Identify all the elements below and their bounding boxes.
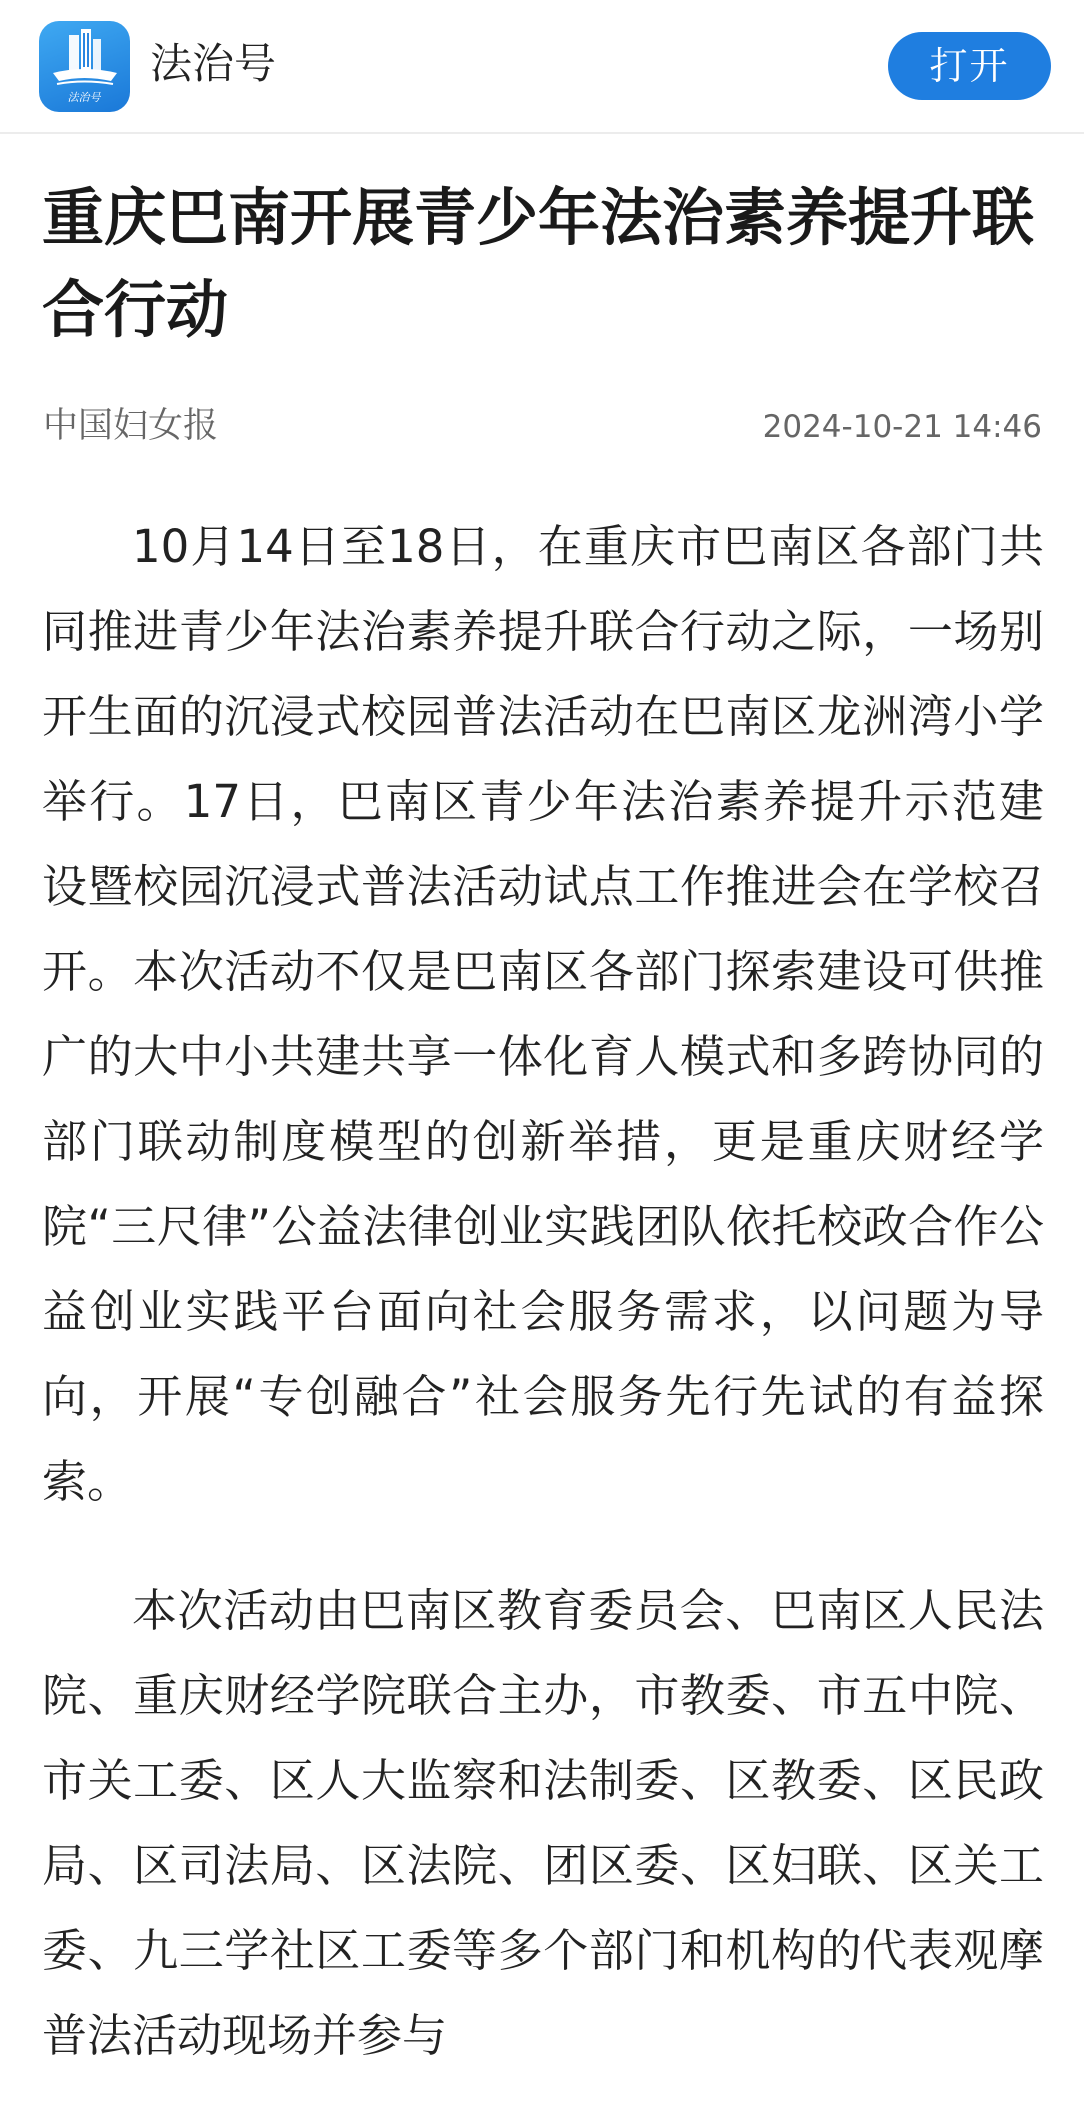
article-paragraph: 10月14日至18日，在重庆市巴南区各部门共同推进青少年法治素养提升联合行动之际，一场别开生面的沉浸式校园普法活动在巴南区龙洲湾小学举行。17日，巴南区青少年法治素养提升示范建设暨校园沉浸式普法活动试点工作推进会在学校召开。本次活动不仅是巴南区各部门探索建设可供推广的大中小共建共享一体化育人模式和多跨协同的部门联动制度模型的创新举措，更是重庆财经学院“三尺律”公益法律创业实践团队依托校政合作公益创业实践平台面向社会服务需求，以问题为导向，开展“专创融合”社会服务先行先试的有益探索。 — [42, 520, 1044, 1508]
article-paragraph: 本次活动由巴南区教育委员会、巴南区人民法院、重庆财经学院联合主办，市教委、市五中院、市关工委、区人大监察和法制委、区教委、区民政局、区司法局、区法院、团区委、区妇联、区关工委、九三学社区工委等多个部门和机构的代表观摩普法活动现场并参与 — [42, 1584, 1044, 2062]
open-app-button[interactable]: 打开 — [888, 32, 1051, 100]
article-title: 重庆巴南开展青少年法治素养提升联合行动 — [42, 181, 1035, 346]
article-body — [42, 504, 1044, 2122]
article-timestamp: 2024-10-21 14:46 — [762, 409, 1042, 445]
app-banner — [0, 0, 1084, 134]
logo-text: 法治号 — [67, 91, 101, 104]
app-name: 法治号 — [150, 39, 277, 88]
app-logo-icon[interactable] — [39, 21, 130, 112]
article-source[interactable]: 中国妇女报 — [43, 406, 219, 446]
logo-graphic — [39, 21, 130, 112]
